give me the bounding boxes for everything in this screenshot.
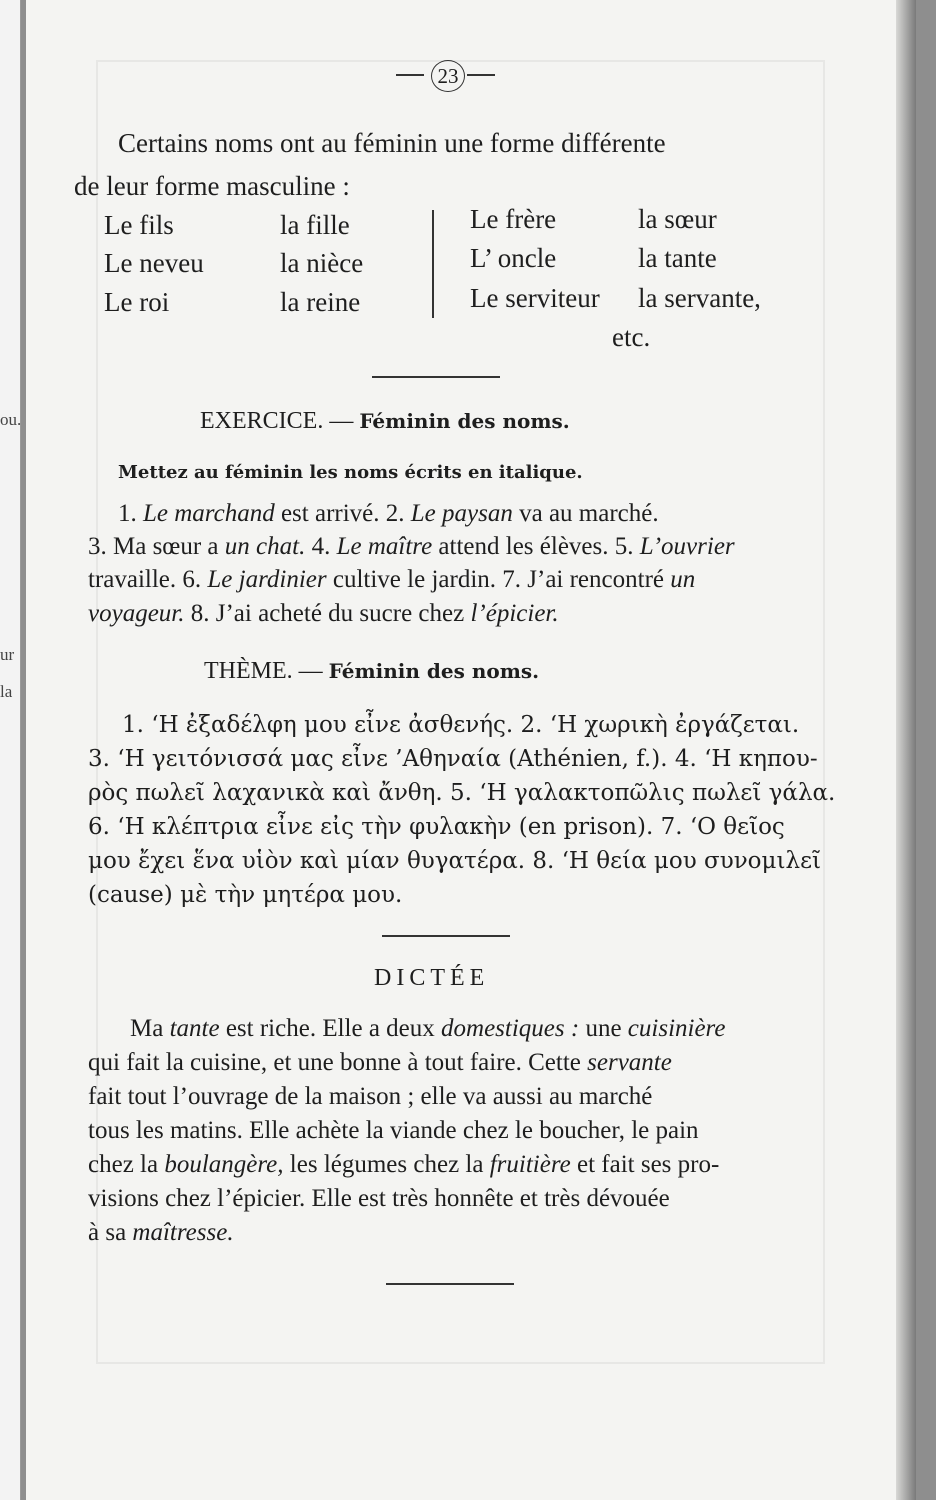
feminine-noun: la nièce	[280, 248, 364, 278]
dictee-title: DICTÉE	[374, 965, 490, 991]
theme-line: 6. ‘Η κλέπτρια εἶνε εἰς τὴν φυλακὴν (en prison). 7. ‘Ο θεῖος	[88, 814, 785, 840]
exercice-line: voyageur. 8. J’ai acheté du sucre chez l’épicier.	[88, 600, 559, 627]
feminine-noun: la fille	[280, 210, 350, 240]
theme-line: 3. ‘Η γειτόνισσά μας εἶνε ’Αθηναία (Athénien, f.). 4. ‘Η κηπου-	[88, 746, 818, 772]
dictee-line: qui fait la cuisine, et une bonne à tout faire. Cette servante	[88, 1049, 672, 1076]
dictee-line: tous les matins. Elle achète la viande chez le boucher, le pain	[88, 1117, 699, 1144]
section-divider	[382, 935, 510, 937]
intro-line-2: de leur forme masculine :	[74, 171, 350, 201]
feminine-noun: la reine	[280, 287, 361, 317]
section-divider	[386, 1283, 514, 1285]
dictee-line: fait tout l’ouvrage de la maison ; elle va aussi au marché	[88, 1083, 653, 1110]
dictee-line: visions chez l’épicier. Elle est très honnête et très dévouée	[88, 1185, 670, 1212]
dictee-line: chez la boulangère, les légumes chez la fruitière et fait ses pro-	[88, 1151, 720, 1178]
theme-title: Féminin des noms.	[328, 659, 540, 683]
margin-fragment: ur	[0, 645, 15, 664]
theme-heading	[204, 658, 539, 685]
margin-fragment: la	[0, 682, 13, 701]
exercice-line: travaille. 6. Le jardinier cultive le jardin. 7. J’ai rencontré un	[88, 566, 696, 593]
masculine-noun: Le frère	[470, 204, 557, 234]
masculine-noun: Le roi	[104, 287, 170, 317]
masculine-noun: Le serviteur	[470, 283, 600, 313]
exercice-line: 1. Le marchand est arrivé. 2. Le paysan va au marché.	[118, 500, 659, 527]
theme-line: μου ἔχει ἕνα υἱὸν καὶ μίαν θυγατέρα. 8. ‘Η θεία μου συνομιλεῖ	[88, 848, 822, 874]
masculine-noun: Le neveu	[104, 248, 204, 278]
theme-label: THÈME. —	[204, 658, 323, 684]
dictee-line: Ma tante est riche. Elle a deux domestiques : une cuisinière	[130, 1015, 726, 1042]
page-edge-shadow	[896, 0, 916, 1500]
theme-line: 1. ‘Η ἐξαδέλφη μου εἶνε ἀσθενής. 2. ‘Η χωρικὴ ἐργάζεται.	[122, 712, 800, 738]
page-number-dash	[396, 74, 424, 76]
page-number-dash	[467, 74, 495, 76]
page	[26, 0, 916, 1500]
section-divider	[372, 376, 500, 378]
margin-fragment: ou.	[0, 410, 22, 429]
exercice-instruction: Mettez au féminin les noms écrits en italique.	[118, 462, 583, 483]
exercice-title: Féminin des noms.	[359, 409, 570, 433]
page-number: 23	[431, 60, 465, 92]
feminine-noun: la tante	[638, 243, 717, 273]
theme-line: ρὸς πωλεῖ λαχανικὰ καὶ ἄνθη. 5. ‘Η γαλακτοπῶλις πωλεῖ γάλα.	[88, 780, 836, 806]
etc-text: etc.	[612, 322, 651, 352]
masculine-noun: Le fils	[104, 210, 174, 240]
exercice-label: EXERCICE. —	[200, 408, 354, 434]
dictee-line: à sa maîtresse.	[88, 1219, 234, 1246]
theme-line: (cause) μὲ τὴν μητέρα μου.	[88, 882, 403, 908]
adjacent-page-strip	[0, 0, 21, 1500]
exercice-heading	[200, 408, 570, 435]
masculine-noun: L’ oncle	[470, 243, 557, 273]
feminine-noun: la sœur	[638, 204, 717, 234]
intro-line-1: Certains noms ont au féminin une forme différente	[118, 128, 666, 158]
exercice-line: 3. Ma sœur a un chat. 4. Le maître attend les élèves. 5. L’ouvrier	[88, 533, 735, 560]
column-separator	[432, 210, 434, 318]
feminine-noun: la servante,	[638, 283, 761, 313]
